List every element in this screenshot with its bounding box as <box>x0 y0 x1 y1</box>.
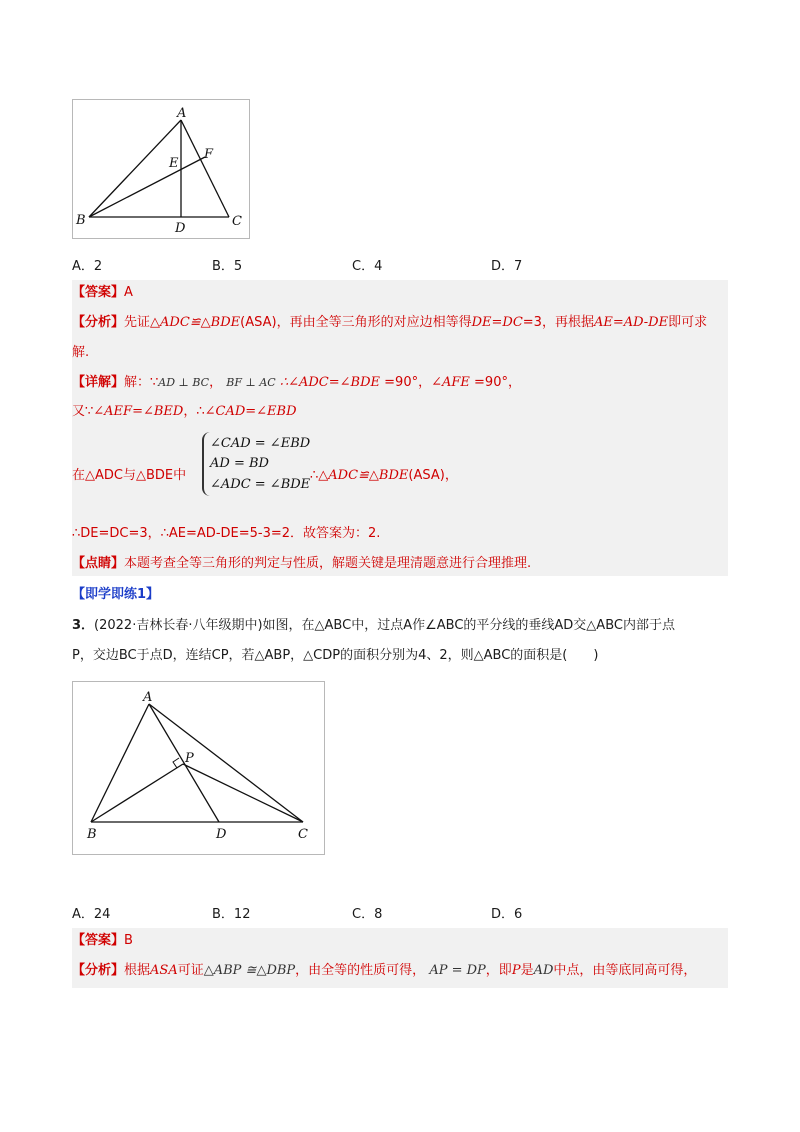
detail-text: 解：∵ <box>124 375 159 390</box>
answer-value: A <box>124 285 133 300</box>
choice-b: B．12 <box>212 907 251 922</box>
q3-line-2: P，交边BC于点D，连结CP，若△ABP，△CDP的面积分别为4、2，则△ABC的面积是( ) <box>72 648 599 663</box>
detail-text: 在△ADC与△BDE中 <box>72 468 187 483</box>
label-f: F <box>204 147 214 162</box>
analysis-text: 即可求 <box>668 315 708 330</box>
choice-b: B．5 <box>212 259 243 274</box>
choice-c: C．8 <box>352 907 383 922</box>
segment-ad <box>149 704 219 822</box>
detail-math: ∠CAD=∠EBD <box>204 404 297 419</box>
analysis-line-2: 解. <box>72 345 90 360</box>
detail-text: 又∵ <box>72 404 94 419</box>
choice-d: D．6 <box>491 907 523 922</box>
label-c: C <box>232 214 242 229</box>
analysis-tag: 【分析】 <box>72 963 125 978</box>
congruence-text: △ADC≌△BDE <box>318 468 409 483</box>
analysis-text: =3，再根据 <box>522 315 594 330</box>
comment-text: 本题考查全等三角形的判定与性质，解题关键是理清题意进行合理推理. <box>124 556 532 571</box>
system-row-3: ∠ADC = ∠BDE <box>210 477 311 492</box>
analysis-math-image: △ABP ≅△DBP <box>203 963 296 978</box>
analysis-text: ，即 <box>485 963 512 978</box>
q3-solution-panel <box>72 928 728 988</box>
analysis-math: P <box>511 963 521 978</box>
analysis-text: 可证 <box>177 963 204 978</box>
detail-math-image: BF ⊥ AC <box>226 376 276 389</box>
analysis-text: (ASA)，再由全等三角形的对应边相等得 <box>240 315 472 330</box>
system-row-2: AD = BD <box>210 456 269 471</box>
therefore-symbol: ∴ <box>310 468 319 483</box>
label-d: D <box>175 221 186 236</box>
label-b: B <box>87 827 97 842</box>
detail-line-4: ∴DE=DC=3，∴AE=AD-DE=5-3=2．故答案为：2. <box>72 526 381 541</box>
analysis-text: ，由全等的性质可得， <box>295 963 426 978</box>
label-b: B <box>76 213 86 228</box>
label-d: D <box>216 827 227 842</box>
q3-line-1 <box>72 614 675 633</box>
comment-line <box>72 554 531 574</box>
detail-math: ∠AEF=∠BED <box>93 404 184 419</box>
side-ac <box>149 704 303 822</box>
answer-line <box>72 283 133 303</box>
practice-heading: 【即学即练1】 <box>72 587 160 602</box>
detail-math: ∴∠ADC=∠BDE <box>279 375 381 390</box>
detail-line-2 <box>72 402 297 422</box>
label-a: A <box>177 106 187 121</box>
label-e: E <box>169 156 179 171</box>
analysis-text: 中点，由等底同高可得， <box>553 963 697 978</box>
segment-bf <box>89 157 205 217</box>
label-c: C <box>298 827 308 842</box>
question-text: (2022·吉林长春·八年级期中)如图，在△ABC中，过点A作∠ABC的平分线的垂线AD交△ABC内部于点 <box>94 618 675 633</box>
detail-math-image: AD ⊥ BC <box>158 376 210 389</box>
detail-math: ∠AFE <box>431 375 470 390</box>
comment-tag: 【点睛】 <box>72 556 125 571</box>
equation-system <box>202 432 311 496</box>
figure-triangle-abc-2 <box>72 681 325 855</box>
question-number: 3． <box>72 618 95 633</box>
label-p: P <box>185 751 194 766</box>
choice-d: D．7 <box>491 259 523 274</box>
answer-line <box>72 931 133 951</box>
analysis-math: DE=DC <box>471 315 523 330</box>
answer-tag: 【答案】 <box>72 933 125 948</box>
choice-a: A．2 <box>72 259 103 274</box>
answer-value: B <box>124 933 133 948</box>
system-row-1: ∠CAD = ∠EBD <box>210 436 311 451</box>
detail-text: =90°， <box>384 375 432 390</box>
q2-solution-panel <box>72 280 728 576</box>
choice-a: A．24 <box>72 907 111 922</box>
side-ac <box>181 120 229 217</box>
analysis-math-image: AP = DP <box>429 963 486 978</box>
analysis-tag: 【分析】 <box>72 315 125 330</box>
analysis-line <box>72 961 696 981</box>
analysis-math: AE=AD-DE <box>593 315 669 330</box>
analysis-text: 是 <box>520 963 534 978</box>
answer-tag: 【答案】 <box>72 285 125 300</box>
analysis-math-image: AD <box>533 963 554 978</box>
segment-cp <box>183 764 303 822</box>
analysis-text: 先证 <box>124 315 151 330</box>
detail-tag: 【详解】 <box>72 375 125 390</box>
side-ab <box>89 120 181 217</box>
detail-line-1 <box>72 373 521 393</box>
detail-line-3 <box>72 432 728 498</box>
analysis-congruence: △ADC≌△BDE <box>150 315 241 330</box>
detail-text: ， <box>209 375 223 390</box>
analysis-text: 根据 <box>124 963 151 978</box>
figure2-svg <box>73 682 324 854</box>
label-a: A <box>143 690 153 705</box>
q3-choices <box>72 903 732 923</box>
detail-text: =90°， <box>474 375 521 390</box>
reason-text: (ASA)， <box>408 468 458 483</box>
analysis-line-1 <box>72 313 707 333</box>
detail-conclusion <box>310 466 458 486</box>
figure-triangle-abc-1 <box>72 99 250 239</box>
q2-choices <box>72 255 732 275</box>
choice-c: C．4 <box>352 259 383 274</box>
detail-text: ，∴ <box>183 404 205 419</box>
analysis-math: ASA <box>150 963 178 978</box>
figure1-svg <box>73 100 249 238</box>
